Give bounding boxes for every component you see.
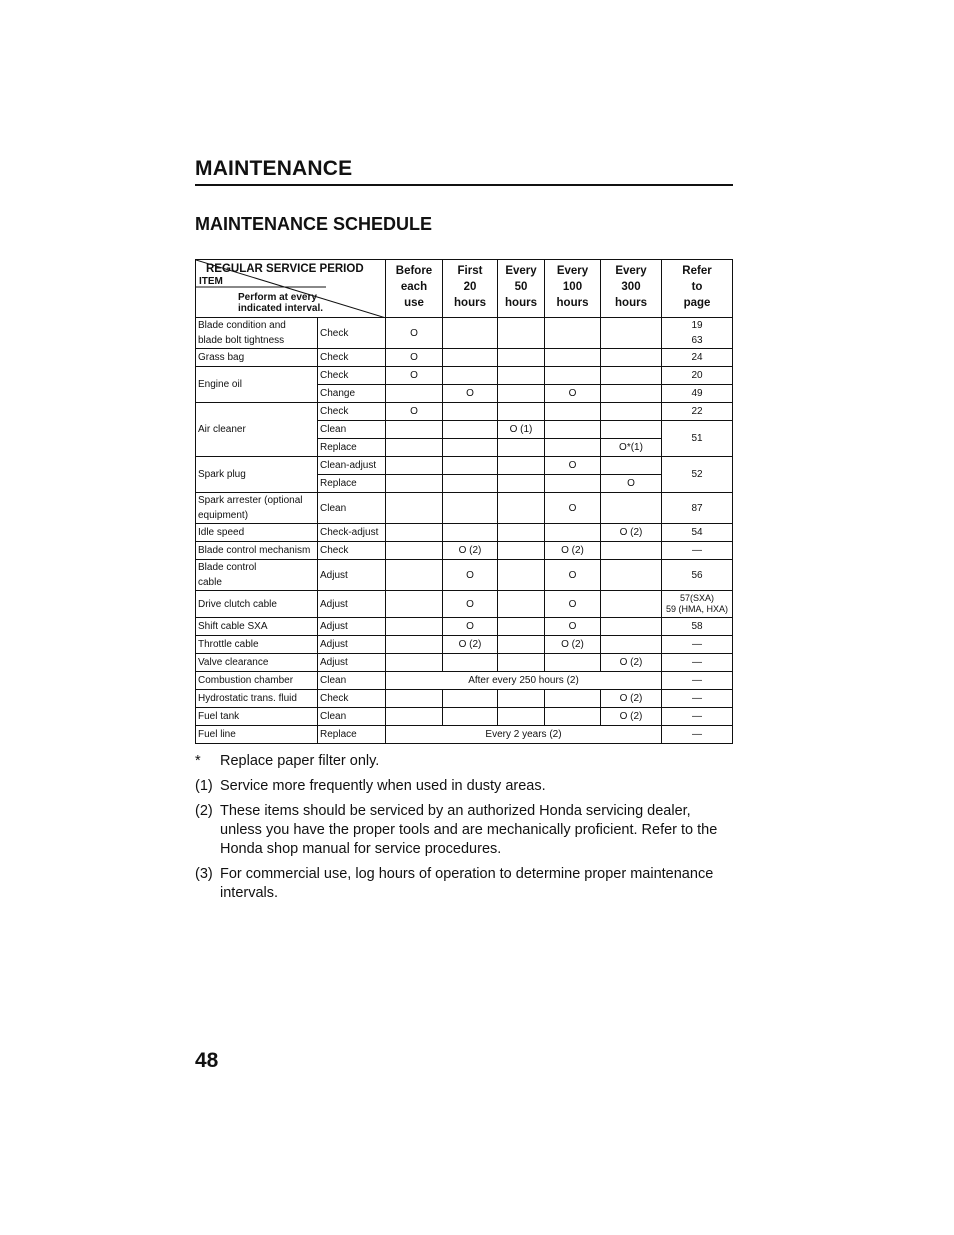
- row-page: 51: [662, 421, 733, 457]
- footnote-text: Service more frequently when used in dusty areas.: [220, 778, 546, 794]
- row-action: Check: [318, 367, 386, 385]
- table-row: [196, 654, 733, 672]
- row-span-note: After every 250 hours (2): [386, 672, 662, 690]
- row-page: 56: [662, 560, 733, 591]
- col-header-first20: First 20 hours: [443, 260, 498, 318]
- corner-perform-label: Perform at every indicated interval.: [238, 292, 324, 314]
- row-mark: O (2): [545, 542, 601, 560]
- row-page: —: [662, 690, 733, 708]
- row-page: 24: [662, 349, 733, 367]
- row-page: 52: [662, 457, 733, 493]
- row-action: Check: [318, 690, 386, 708]
- table-row: [196, 318, 733, 349]
- footnote: [195, 865, 735, 903]
- row-mark: O: [386, 403, 443, 421]
- row-item: Blade condition and blade bolt tightness: [196, 318, 318, 349]
- page-number: 48: [195, 1049, 219, 1072]
- footnote: [195, 777, 735, 796]
- row-mark: O: [443, 385, 498, 403]
- table-row: [196, 457, 733, 475]
- row-mark: O (2): [443, 636, 498, 654]
- footnote-text: Replace paper filter only.: [220, 753, 380, 769]
- row-mark: O (2): [443, 542, 498, 560]
- row-item: Blade control mechanism: [196, 542, 318, 560]
- row-span-note: Every 2 years (2): [386, 726, 662, 744]
- table-row: [196, 349, 733, 367]
- table-row: [196, 636, 733, 654]
- row-item: Spark arrester (optional equipment): [196, 493, 318, 524]
- table-row: [196, 542, 733, 560]
- row-action: Adjust: [318, 560, 386, 591]
- footnote: [195, 802, 735, 859]
- row-mark: O: [443, 560, 498, 591]
- table-row: [196, 618, 733, 636]
- row-mark: O: [386, 349, 443, 367]
- row-action: Adjust: [318, 636, 386, 654]
- row-mark: O: [386, 367, 443, 385]
- row-item: Throttle cable: [196, 636, 318, 654]
- row-item: Engine oil: [196, 367, 318, 403]
- row-item: Fuel tank: [196, 708, 318, 726]
- section-title: MAINTENANCE: [195, 157, 353, 180]
- col-header-page: Refer to page: [662, 260, 733, 318]
- row-action: Clean: [318, 421, 386, 439]
- row-mark: O: [545, 493, 601, 524]
- row-item: Grass bag: [196, 349, 318, 367]
- table-row: [196, 367, 733, 385]
- row-mark: O: [545, 560, 601, 591]
- row-page: 19 63: [662, 318, 733, 349]
- row-page: —: [662, 708, 733, 726]
- row-page: 22: [662, 403, 733, 421]
- table-row: [196, 690, 733, 708]
- table-row: [196, 672, 733, 690]
- row-mark: O (2): [601, 524, 662, 542]
- row-mark: O (1): [498, 421, 545, 439]
- row-page: —: [662, 542, 733, 560]
- footnote-key: (3): [195, 866, 213, 882]
- row-page: 49: [662, 385, 733, 403]
- row-item: Air cleaner: [196, 403, 318, 457]
- row-action: Clean-adjust: [318, 457, 386, 475]
- row-item: Fuel line: [196, 726, 318, 744]
- row-action: Replace: [318, 475, 386, 493]
- row-action: Check: [318, 318, 386, 349]
- footnote-text: These items should be serviced by an authorized Honda servicing dealer, unless you have the proper tools and are mechanically proficient. Refer to the Honda shop manual for service procedures.: [220, 803, 718, 857]
- table-row: [196, 524, 733, 542]
- row-page: 87: [662, 493, 733, 524]
- col-header-every300: Every 300 hours: [601, 260, 662, 318]
- row-item: Combustion chamber: [196, 672, 318, 690]
- footnote-key: *: [195, 753, 201, 769]
- row-item: Drive clutch cable: [196, 591, 318, 618]
- row-action: Adjust: [318, 591, 386, 618]
- row-page: —: [662, 672, 733, 690]
- row-mark: O: [601, 475, 662, 493]
- table-row: [196, 726, 733, 744]
- row-page: —: [662, 726, 733, 744]
- corner-header-cell: [196, 260, 386, 318]
- table-row: [196, 708, 733, 726]
- row-mark: O (2): [601, 654, 662, 672]
- corner-item-label: ITEM: [199, 276, 223, 287]
- col-header-every100: Every 100 hours: [545, 260, 601, 318]
- row-action: Clean: [318, 672, 386, 690]
- table-row: [196, 493, 733, 524]
- row-action: Replace: [318, 726, 386, 744]
- table-row: [196, 560, 733, 591]
- row-page: 58: [662, 618, 733, 636]
- page-title: MAINTENANCE SCHEDULE: [195, 214, 433, 234]
- row-mark: O: [443, 618, 498, 636]
- footnotes: [195, 752, 735, 909]
- row-mark: O: [545, 618, 601, 636]
- row-action: Check: [318, 403, 386, 421]
- row-mark: O: [545, 457, 601, 475]
- row-mark: O (2): [601, 708, 662, 726]
- row-action: Check: [318, 349, 386, 367]
- row-mark: O (2): [601, 690, 662, 708]
- row-mark: O: [443, 591, 498, 618]
- col-header-before: Before each use: [386, 260, 443, 318]
- row-mark: O: [545, 591, 601, 618]
- corner-period-label: REGULAR SERVICE PERIOD: [206, 263, 364, 275]
- footnote-text: For commercial use, log hours of operation to determine proper maintenance intervals.: [220, 866, 714, 901]
- row-mark: O (2): [545, 636, 601, 654]
- row-item: Idle speed: [196, 524, 318, 542]
- row-mark: O: [545, 385, 601, 403]
- footnote-key: (2): [195, 803, 213, 819]
- footnote-key: (1): [195, 778, 213, 794]
- row-page: 54: [662, 524, 733, 542]
- row-page: 57(SXA) 59 (HMA, HXA): [662, 591, 733, 618]
- row-page: —: [662, 636, 733, 654]
- row-action: Check: [318, 542, 386, 560]
- row-page: —: [662, 654, 733, 672]
- row-item: Hydrostatic trans. fluid: [196, 690, 318, 708]
- row-page: 20: [662, 367, 733, 385]
- col-header-every50: Every 50 hours: [498, 260, 545, 318]
- row-item: Spark plug: [196, 457, 318, 493]
- row-action: Clean: [318, 708, 386, 726]
- maintenance-schedule-table: [195, 259, 733, 744]
- row-mark: O: [386, 318, 443, 349]
- table-header-row: [196, 260, 733, 318]
- table-row: [196, 403, 733, 421]
- table-row: [196, 591, 733, 618]
- row-item: Shift cable SXA: [196, 618, 318, 636]
- section-rule: [195, 184, 733, 186]
- row-action: Check-adjust: [318, 524, 386, 542]
- footnote: [195, 752, 735, 771]
- row-item: Valve clearance: [196, 654, 318, 672]
- row-action: Replace: [318, 439, 386, 457]
- row-action: Adjust: [318, 618, 386, 636]
- row-action: Change: [318, 385, 386, 403]
- row-action: Clean: [318, 493, 386, 524]
- row-mark: O*(1): [601, 439, 662, 457]
- row-action: Adjust: [318, 654, 386, 672]
- row-item: Blade control cable: [196, 560, 318, 591]
